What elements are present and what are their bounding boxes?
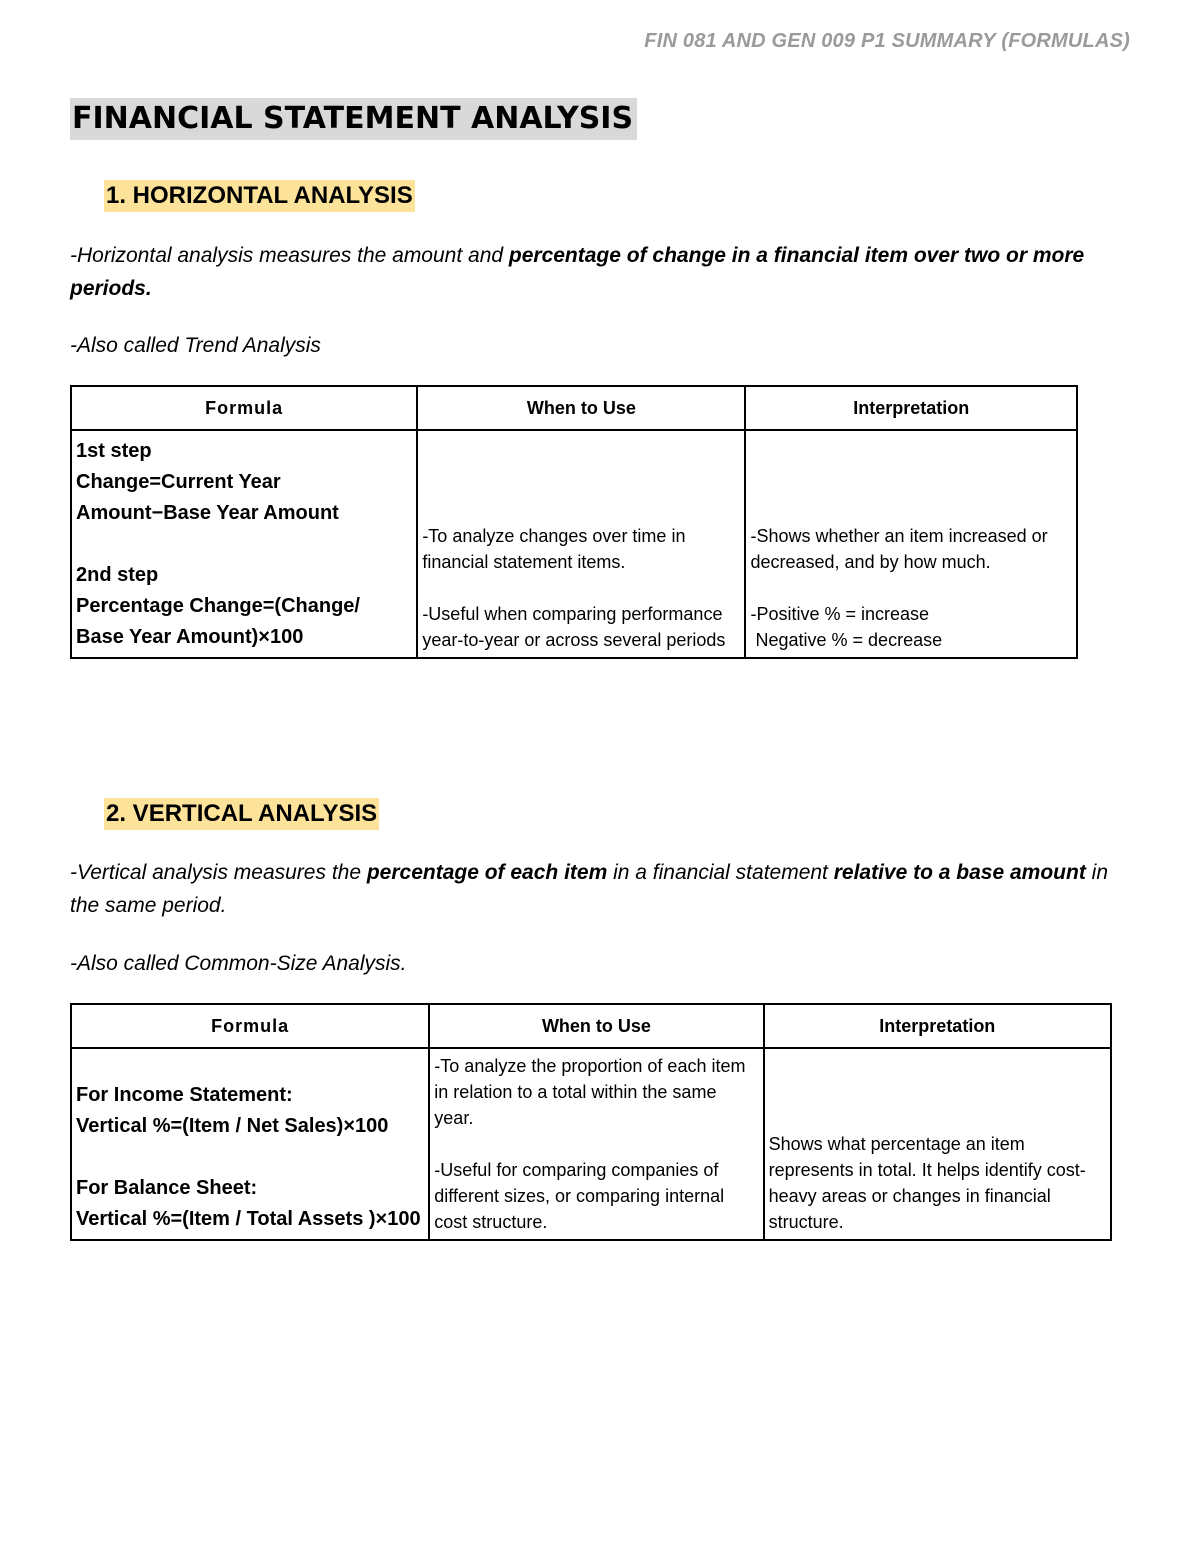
interpretation-line: Shows what percentage an item represents in total. It helps identify cost-heavy areas or changes in financial structure. [768,1134,1086,1232]
interpretation-cell [745,430,1077,658]
table-row [71,430,1077,658]
income-statement-label: For Income Statement: [76,1084,293,1106]
description-text: -Vertical analysis measures the [70,861,367,884]
table-header-row [71,386,1077,430]
when-to-use-cell [417,430,745,658]
interpretation-cell [764,1048,1111,1240]
formula-cell [71,430,417,658]
step2-label: 2nd step [76,563,159,586]
description-emphasis: percentage of each item [366,861,608,884]
income-statement-formula: Vertical %=(Item / Net Sales)×100 [76,1115,389,1137]
description-emphasis: percentage of change in a financial item over two or more periods. [70,244,1085,300]
document-title: FINANCIAL STATEMENT ANALYSIS [70,98,637,140]
interpretation-line: -Positive % = increase [750,604,930,624]
when-to-use-line: -To analyze changes over time in financial statement items. [422,526,686,572]
vertical-aka: -Also called Common-Size Analysis. [70,952,407,975]
when-to-use-line: -To analyze the proportion of each item in relation to a total within the same year. [434,1056,746,1128]
header-formula: Formula [71,1004,429,1048]
table-header-row [71,1004,1111,1048]
interpretation-line: -Shows whether an item increased or decreased, and by how much. [750,526,1048,572]
header-when-to-use: When to Use [429,1004,763,1048]
section-heading-vertical: 2. VERTICAL ANALYSIS [104,798,379,830]
vertical-analysis-table [70,1003,1112,1241]
header-when-to-use: When to Use [417,386,745,430]
description-emphasis: relative to a base amount [833,861,1086,884]
header-formula: Formula [71,386,417,430]
horizontal-analysis-table [70,385,1078,659]
step1-label: 1st step [76,439,152,462]
horizontal-aka: -Also called Trend Analysis [70,334,321,357]
balance-sheet-label: For Balance Sheet: [76,1177,258,1199]
when-to-use-cell [429,1048,763,1240]
formula-cell [71,1048,429,1240]
balance-sheet-formula: Vertical %=(Item / Total Assets )×100 [76,1208,421,1230]
description-text: -Horizontal analysis measures the amount and [70,244,509,267]
interpretation-line: Negative % = decrease [750,630,943,650]
step2-formula: Percentage Change=(Change/ Base Year Amount)×100 [76,594,360,648]
step1-formula: Change=Current Year Amount−Base Year Amount [76,470,339,524]
section-heading-horizontal: 1. HORIZONTAL ANALYSIS [104,180,415,212]
running-header: FIN 081 AND GEN 009 P1 SUMMARY (FORMULAS) [644,30,1130,52]
when-to-use-line: -Useful for comparing companies of different sizes, or comparing internal cost structure. [434,1160,725,1232]
description-text: in the same period. [70,861,1109,917]
table-row [71,1048,1111,1240]
vertical-description [70,856,1120,922]
header-interpretation: Interpretation [764,1004,1111,1048]
horizontal-description [70,239,1120,305]
when-to-use-line: -Useful when comparing performance year-to-year or across several periods [422,604,726,650]
header-interpretation: Interpretation [745,386,1077,430]
description-text: in a financial statement [607,861,834,884]
